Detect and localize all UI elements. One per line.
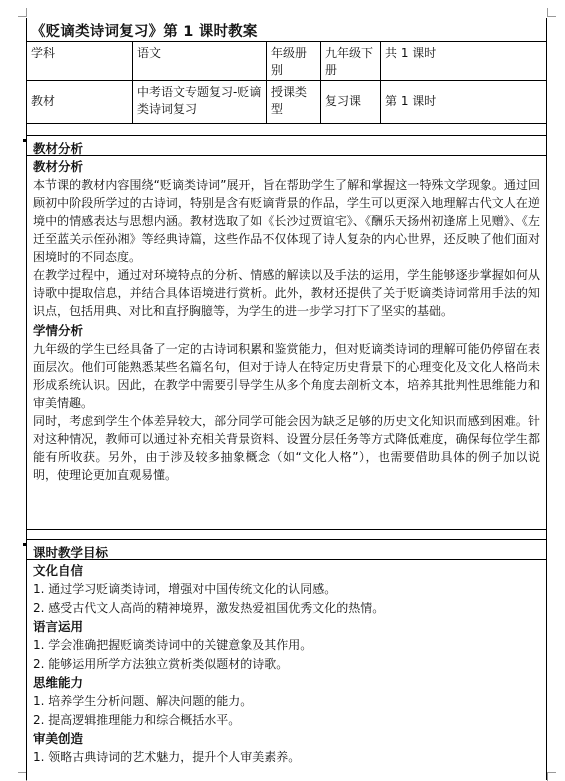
objective-item: 1. 通过学习贬谪类诗词，增强对中国传统文化的认同感。 xyxy=(33,582,337,596)
section-heading-objectives: 课时教学目标 xyxy=(27,540,546,560)
analysis-block xyxy=(27,156,546,530)
title-row xyxy=(27,18,546,42)
label-lesson-type: 授课类型 xyxy=(267,81,321,123)
objective-group-title: 语言运用 xyxy=(33,619,84,634)
paragraph-learner-2: 同时，考虑到学生个体差异较大，部分同学可能会因为缺乏足够的历史文化知识而感到困难。针对这种情况，教师可以通过补充相关背景资料、设置分层任务等方式降低难度，确保每位学生都能有所收获。另外，由于涉及较多抽象概念（如“文化人格”），也需要借助具体的例子加以说明，使理论更加直观易懂。 xyxy=(33,414,540,482)
paragraph-textbook-2: 在教学过程中，通过对环境特点的分析、情感的解读以及手法的运用，学生能够逐步掌握如何从诗歌中提取信息，并结合具体语境进行赏析。此外，教材还提供了关于贬谪类诗词常用手法的知识点，包括用典、对比和直抒胸臆等，为学生的进一步学习打下了坚实的基础。 xyxy=(33,268,540,318)
info-row-textbook xyxy=(27,81,546,124)
subheading-learner-analysis: 学情分析 xyxy=(33,323,84,338)
lesson-plan-page xyxy=(26,18,547,780)
info-row-subject xyxy=(27,42,546,81)
objective-item: 1. 领略古典诗词的艺术魅力，提升个人审美素养。 xyxy=(33,750,301,764)
objective-item: 1. 学会准确把握贬谪类诗词中的关键意象及其作用。 xyxy=(33,638,313,652)
objective-item: 2. 能够运用所学方法独立赏析类似题材的诗歌。 xyxy=(33,657,289,671)
spacer-row xyxy=(27,530,546,540)
objective-group-title: 思维能力 xyxy=(33,675,84,690)
objective-group-title: 文化自信 xyxy=(33,563,84,578)
paragraph-learner-1: 九年级的学生已经具备了一定的古诗词积累和鉴赏能力，但对贬谪类诗词的理解可能仍停留在表面层次。他们可能熟悉某些名篇名句，但对于诗人在特定历史背景下的心理变化及文化人格尚未形成系统认识。因此，在教学中需要引导学生从多个角度去剖析文本，培养其批判性思维能力和审美情趣。 xyxy=(33,342,540,410)
subheading-textbook-analysis: 教材分析 xyxy=(33,159,84,174)
paragraph-textbook-1: 本节课的教材内容围绕“贬谪类诗词”展开，旨在帮助学生了解和掌握这一特殊文学现象。通过回顾初中阶段所学过的古诗词，特别是含有贬谪背景的作品，学生可以更深入地理解古代文人在逆境中的情感表达与思想内涵。教材选取了如《长沙过贾谊宅》、《酬乐天扬州初逢席上见赠》、《左迁至蓝关示侄孙湘》等经典诗篇，这些作品不仅体现了诗人复杂的内心世界，还反映了他们面对困境时的不同态度。 xyxy=(33,178,540,264)
objective-item: 2. 感受古代文人高尚的精神境界，激发热爱祖国优秀文化的热情。 xyxy=(33,601,385,615)
value-subject: 语文 xyxy=(133,42,267,80)
value-lesson-type: 复习课 xyxy=(321,81,381,123)
objectives-block xyxy=(27,560,546,767)
label-textbook: 教材 xyxy=(27,81,133,123)
document-title: 《贬谪类诗词复习》第 1 课时教案 xyxy=(31,24,258,40)
value-total-periods: 共 1 课时 xyxy=(385,46,437,60)
objective-item: 2. 提高逻辑推理能力和综合概括水平。 xyxy=(33,713,241,727)
value-textbook: 中考语文专题复习-贬谪类诗词复习 xyxy=(133,81,267,123)
spacer-row xyxy=(27,124,546,136)
objective-item: 1. 培养学生分析问题、解决问题的能力。 xyxy=(33,694,253,708)
value-current-period: 第 1 课时 xyxy=(385,94,437,108)
value-grade-volume: 九年级下册 xyxy=(321,42,381,80)
label-subject: 学科 xyxy=(27,42,133,80)
section-heading-textbook-analysis: 教材分析 xyxy=(27,136,546,156)
label-grade-volume: 年级册别 xyxy=(267,42,321,80)
objective-group-title: 审美创造 xyxy=(33,731,84,746)
